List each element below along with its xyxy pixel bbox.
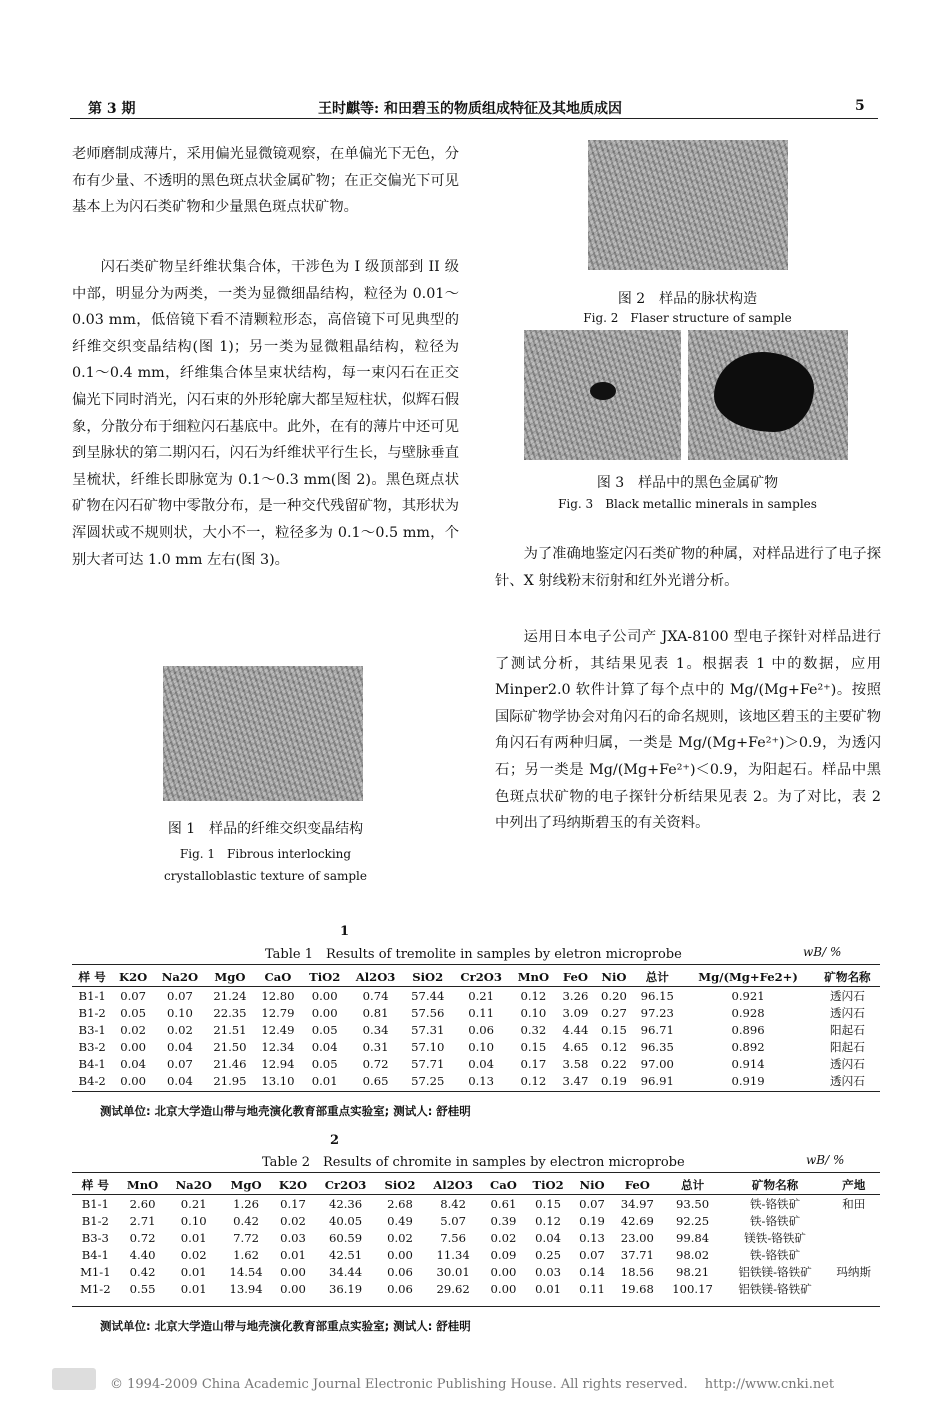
table-cell: 3.58 — [562, 1056, 589, 1071]
table-cell: 29.62 — [436, 1281, 470, 1296]
table-cell: 0.01 — [280, 1247, 306, 1262]
table-cell: 4.44 — [562, 1022, 589, 1037]
left-paragraph-1: 老师磨制成薄片，采用偏光显微镜观察，在单偏光下无色，分布有少量、不透明的黑色斑点状金属矿物；在正交偏光下可见基本上为闪石类矿物和少量黑色斑点状矿物。 — [72, 146, 459, 216]
table-cell: 57.25 — [411, 1073, 445, 1088]
table-cell: B4-1 — [78, 1056, 106, 1071]
table-cell: 8.42 — [440, 1196, 467, 1211]
copyright-footer: © 1994-2009 China Academic Journal Electronic Publishing House. All rights reserved. http://www.cnki.net — [110, 1377, 835, 1392]
table-cell: 96.35 — [640, 1039, 674, 1054]
figure-1-caption-en-line1: Fig. 1 Fibrous interlocking — [179, 847, 352, 861]
table-cell: 0.00 — [311, 988, 338, 1003]
table-cell: 3.09 — [562, 1005, 589, 1020]
table-2-unit: wB/ % — [806, 1153, 845, 1167]
table-cell: 98.02 — [675, 1247, 710, 1262]
table-cell: 21.51 — [213, 1022, 247, 1037]
table-cell: 0.19 — [579, 1213, 605, 1228]
table1-header-cell: Al2O3 — [347, 968, 403, 987]
table-cell: 0.896 — [731, 1022, 765, 1037]
table2-header-cell: MnO — [119, 1176, 167, 1195]
table-cell: 57.44 — [411, 988, 445, 1003]
table-cell: 0.04 — [535, 1230, 561, 1245]
figure-1-image — [163, 666, 363, 801]
table1-header-cell: K2O — [112, 968, 154, 987]
left-paragraph-2: 闪石类矿物呈纤维状集合体，干涉色为 I 级顶部到 II 级中部，明显分为两类，一类为显微细晶结构，粒径为 0.01～0.03 mm，低倍镜下看不清颗粒形态，高倍镜下可见典型的纤维交织变晶结构(图 1)；另一类为显微粗晶结构，粒径为 0.1～0.4 mm，纤维集合体呈束状结构，每一束闪石在正交偏光下同时消光，闪石束的外形轮廓大都呈短柱状，似辉石假象，分散分布于细粒闪石基底中。此外，在有的薄片中还可见到呈脉状的第二期闪石，闪石为纤维状平行生长，与壁脉垂直呈梳状，纤维长即脉宽为 0.1～0.3 mm(图 2)。黑色斑点状矿物在闪石矿物中零散分布，是一种交代残留矿物，其形状为浑圆状或不规则状，大小不一，粒径多为 0.1～0.5 mm，个别大者可达 1.0 mm 左右(图 3)。 — [72, 259, 459, 568]
table-cell: 0.07 — [120, 988, 147, 1003]
table-cell: 21.95 — [213, 1073, 247, 1088]
table-cell: 0.00 — [490, 1281, 517, 1296]
table-cell: 0.14 — [579, 1264, 605, 1279]
table-cell: 0.01 — [180, 1281, 207, 1296]
table2-header-cell: Na2O — [167, 1176, 221, 1195]
table-cell: 12.80 — [261, 988, 295, 1003]
table-cell: 18.56 — [620, 1264, 654, 1279]
table-cell: 0.07 — [167, 988, 193, 1003]
table-cell — [827, 1280, 880, 1297]
table-cell: 19.68 — [620, 1281, 654, 1296]
table-cell: 铁-铬铁矿 — [749, 1196, 801, 1211]
table-row — [72, 1021, 880, 1038]
table1-header-cell: 样 号 — [72, 968, 112, 987]
header-rule — [70, 118, 878, 119]
table-cell: 0.11 — [468, 1005, 495, 1020]
table-row — [72, 1038, 880, 1055]
table-row — [72, 1072, 880, 1089]
table-cell: 21.50 — [213, 1039, 247, 1054]
table-cell: 透闪石 — [830, 988, 865, 1003]
table1-header-cell: FeO — [556, 968, 595, 987]
table-cell: 0.27 — [601, 1005, 627, 1020]
table-cell: 97.00 — [640, 1056, 674, 1071]
table-cell: 玛纳斯 — [836, 1264, 872, 1279]
table-cell: 3.26 — [562, 988, 589, 1003]
table-cell: 96.91 — [640, 1073, 674, 1088]
table-cell: 21.24 — [213, 988, 247, 1003]
table1-header-cell: TiO2 — [302, 968, 347, 987]
table-cell: 铝铁镁-铬铁矿 — [738, 1281, 812, 1296]
table-row — [72, 1212, 880, 1229]
table-cell: 93.50 — [675, 1196, 710, 1211]
table-cell: 2.60 — [129, 1196, 156, 1211]
table-cell: 97.23 — [640, 1005, 674, 1020]
table-cell: 0.49 — [387, 1213, 413, 1228]
figure-3-image-right — [688, 330, 848, 460]
table-1-number: 1 — [340, 924, 350, 939]
table-cell: 0.02 — [167, 1022, 193, 1037]
table1-header-cell: NiO — [595, 968, 634, 987]
table-cell: 57.10 — [411, 1039, 445, 1054]
figure-3-caption-en: Fig. 3 Black metallic minerals in samples — [558, 497, 817, 511]
table-1-note: 测试单位: 北京大学造山带与地壳演化教育部重点实验室; 测试人: 舒桂明 — [100, 1104, 471, 1118]
table-cell: 0.00 — [490, 1264, 517, 1279]
table-cell: 40.05 — [328, 1213, 363, 1228]
table-cell: 12.79 — [261, 1005, 295, 1020]
table-cell: 0.21 — [468, 988, 495, 1003]
table-cell: 34.97 — [620, 1196, 654, 1211]
table-cell: 0.31 — [362, 1039, 389, 1054]
table-cell: 60.59 — [328, 1230, 363, 1245]
table-cell: 5.07 — [440, 1213, 467, 1228]
table-cell: 0.12 — [520, 988, 547, 1003]
table-cell: 0.00 — [311, 1005, 338, 1020]
table-cell: B3-1 — [78, 1022, 106, 1037]
table-cell: 12.34 — [261, 1039, 295, 1054]
table1-header-cell: CaO — [254, 968, 302, 987]
table-cell: 98.21 — [675, 1264, 710, 1279]
table-cell: 22.35 — [213, 1005, 247, 1020]
table-cell: 42.51 — [328, 1247, 363, 1262]
right-paragraph-1: 为了准确地鉴定闪石类矿物的种属，对样品进行了电子探针、X 射线粉末衍射和红外光谱分析。 — [495, 546, 882, 589]
table-cell: 铝铁镁-铬铁矿 — [738, 1264, 812, 1279]
table-cell: 12.94 — [261, 1056, 295, 1071]
table-cell: 阳起石 — [830, 1022, 865, 1037]
table-cell: 0.00 — [120, 1039, 147, 1054]
table2-header-cell: TiO2 — [524, 1176, 572, 1195]
table-cell: 0.74 — [362, 988, 389, 1003]
table-cell: 0.00 — [280, 1281, 306, 1296]
issue-number: 第 3 期 — [88, 101, 136, 117]
table-cell: 0.17 — [520, 1056, 547, 1071]
table-row — [72, 1229, 880, 1246]
cnki-logo — [52, 1368, 96, 1390]
table-cell: 0.15 — [520, 1039, 547, 1054]
table-cell: 0.72 — [129, 1230, 156, 1245]
table-cell: 0.06 — [387, 1264, 413, 1279]
table-cell: 镁铁-铬铁矿 — [744, 1230, 807, 1245]
table-cell: 0.05 — [311, 1056, 338, 1071]
table-cell: 0.04 — [311, 1039, 338, 1054]
table-cell: 13.10 — [261, 1073, 295, 1088]
table-cell: B4-1 — [81, 1247, 109, 1262]
table-cell: 铁-铬铁矿 — [749, 1247, 801, 1262]
table-cell — [827, 1246, 880, 1263]
table-cell: 0.01 — [180, 1264, 207, 1279]
table-cell: 0.05 — [311, 1022, 338, 1037]
table-2 — [72, 1176, 880, 1297]
running-title: 王时麒等: 和田碧玉的物质组成特征及其地质成因 — [318, 101, 623, 117]
table1-header-cell: Mg/(Mg+Fe2+) — [681, 968, 815, 987]
table-cell: 0.04 — [167, 1073, 193, 1088]
table-cell: 0.02 — [490, 1230, 517, 1245]
table-2-bottom-rule — [72, 1306, 880, 1307]
table-cell: 0.65 — [362, 1073, 389, 1088]
figure-1-caption-en-line2: crystalloblastic texture of sample — [164, 869, 367, 883]
table-cell: 37.71 — [620, 1247, 654, 1262]
figure-1-caption-cn: 图 1 样品的纤维交织变晶结构 — [167, 821, 364, 837]
table2-header-cell: FeO — [612, 1176, 662, 1195]
table-cell: 0.81 — [362, 1005, 389, 1020]
table1-header-cell: Na2O — [154, 968, 206, 987]
table-cell: M1-1 — [80, 1264, 111, 1279]
table-row — [72, 1246, 880, 1263]
table-cell: 0.13 — [579, 1230, 605, 1245]
figure-2-image — [588, 140, 788, 270]
table-cell: 0.42 — [233, 1213, 259, 1228]
table-cell: 和田 — [842, 1196, 866, 1211]
table-cell: 铁-铬铁矿 — [749, 1213, 801, 1228]
table-cell: 0.32 — [520, 1022, 547, 1037]
table-cell: 92.25 — [675, 1213, 710, 1228]
table-cell — [827, 1212, 880, 1229]
figure-2-caption-cn: 图 2 样品的脉状构造 — [617, 291, 758, 307]
table-cell: 14.54 — [229, 1264, 263, 1279]
table2-header-cell: K2O — [271, 1176, 315, 1195]
table-cell: 1.62 — [233, 1247, 259, 1262]
table-cell: 42.36 — [328, 1196, 363, 1211]
table-cell: 0.09 — [490, 1247, 517, 1262]
page-number: 5 — [855, 98, 865, 114]
table2-header-cell: 总计 — [662, 1176, 722, 1195]
table-2-title: Table 2 Results of chromite in samples by electron microprobe — [262, 1155, 685, 1170]
table-cell: 1.26 — [233, 1196, 259, 1211]
table-cell: 0.06 — [468, 1022, 495, 1037]
table2-header-cell: 样 号 — [72, 1176, 119, 1195]
table-cell: B1-1 — [78, 988, 106, 1003]
table2-header-cell: 矿物名称 — [723, 1176, 828, 1195]
table-cell: 透闪石 — [830, 1005, 865, 1020]
table-cell: 0.01 — [535, 1281, 561, 1296]
table-1-bottom-rule — [72, 1091, 880, 1092]
table1-header-cell: SiO2 — [404, 968, 452, 987]
table-cell: 57.71 — [411, 1056, 445, 1071]
table-cell: 7.56 — [440, 1230, 467, 1245]
table-cell: 0.00 — [120, 1073, 147, 1088]
table-cell: 0.919 — [731, 1073, 765, 1088]
table1-header-cell: 矿物名称 — [815, 968, 880, 987]
table1-header-cell: MgO — [206, 968, 254, 987]
table-2-note: 测试单位: 北京大学造山带与地壳演化教育部重点实验室; 测试人: 舒桂明 — [100, 1319, 471, 1333]
table-cell: 阳起石 — [830, 1039, 865, 1054]
table-cell: 13.94 — [229, 1281, 263, 1296]
table-cell: 2.71 — [129, 1213, 156, 1228]
table-cell: 0.12 — [520, 1073, 547, 1088]
table-cell: 0.12 — [601, 1039, 627, 1054]
right-paragraph-2: 运用日本电子公司产 JXA-8100 型电子探针对样品进行了测试分析，其结果见表 1。根据表 1 中的数据，应用 Minper2.0 软件计算了每个点中的 Mg/(Mg+Fe²⁺)。按照国际矿物学协会对角闪石的命名规则，该地区碧玉的主要矿物角闪石有两种归属，一类是 Mg/(Mg+Fe²⁺)＞0.9，为透闪石；另一类是 Mg/(Mg+Fe²⁺)＜0.9，为阳起石。样品中黑色斑点状矿物的电子探针分析结果见表 2。为了对比，表 2 中列出了玛纳斯碧玉的有关资料。 — [495, 629, 882, 832]
table-cell: 21.46 — [213, 1056, 247, 1071]
table2-header-cell: 产地 — [827, 1176, 880, 1195]
table-cell: 0.10 — [180, 1213, 207, 1228]
figure-2-caption-en: Fig. 2 Flaser structure of sample — [583, 311, 792, 325]
table-cell: M1-2 — [80, 1281, 111, 1296]
table-row — [72, 1195, 880, 1213]
table-cell: 0.02 — [120, 1022, 147, 1037]
table-cell: 0.61 — [490, 1196, 517, 1211]
table-cell: 0.42 — [129, 1264, 156, 1279]
table-cell: 0.00 — [387, 1247, 413, 1262]
table-cell: 0.39 — [490, 1213, 517, 1228]
table-cell: 100.17 — [672, 1281, 713, 1296]
table-cell: B4-2 — [78, 1073, 106, 1088]
table-cell: 0.25 — [535, 1247, 561, 1262]
table-cell: 0.12 — [535, 1213, 561, 1228]
table1-header-cell: 总计 — [633, 968, 681, 987]
table-cell: 0.02 — [387, 1230, 413, 1245]
table-cell: 4.40 — [129, 1247, 156, 1262]
table-2-number: 2 — [330, 1133, 340, 1148]
table-row — [72, 1280, 880, 1297]
table-cell: 0.10 — [167, 1005, 193, 1020]
table-cell: 96.15 — [640, 988, 674, 1003]
table-cell — [827, 1229, 880, 1246]
table-cell: 0.02 — [280, 1213, 306, 1228]
table-cell: 0.03 — [280, 1230, 306, 1245]
table-cell: 0.15 — [535, 1196, 561, 1211]
table-1-title: Table 1 Results of tremolite in samples by eletron microprobe — [265, 947, 682, 962]
table-cell: 透闪石 — [830, 1056, 865, 1071]
table-cell: 0.02 — [180, 1247, 207, 1262]
table-cell: 0.19 — [601, 1073, 627, 1088]
table-2-top-rule — [72, 1172, 880, 1173]
table-cell: 0.13 — [468, 1073, 495, 1088]
table-cell: 36.19 — [328, 1281, 363, 1296]
table-row — [72, 987, 880, 1005]
table-cell: 0.10 — [520, 1005, 547, 1020]
table2-header-cell: SiO2 — [376, 1176, 423, 1195]
table-cell: 0.34 — [362, 1022, 389, 1037]
table-cell: B3-2 — [78, 1039, 106, 1054]
table-cell: 0.21 — [180, 1196, 207, 1211]
table-cell: 12.49 — [261, 1022, 295, 1037]
table-cell: B3-3 — [81, 1230, 109, 1245]
table-cell: 3.47 — [562, 1073, 589, 1088]
table-cell: 23.00 — [620, 1230, 654, 1245]
table-cell: 30.01 — [436, 1264, 470, 1279]
table-cell: 0.928 — [731, 1005, 765, 1020]
table2-header-cell: MgO — [221, 1176, 271, 1195]
table-cell: 0.04 — [468, 1056, 495, 1071]
table-cell: 0.07 — [579, 1196, 605, 1211]
table-1-top-rule — [72, 964, 880, 965]
table-cell: 0.05 — [120, 1005, 147, 1020]
table-cell: 0.01 — [311, 1073, 338, 1088]
table-1-unit: wB/ % — [803, 945, 842, 959]
figure-3-caption-cn: 图 3 样品中的黑色金属矿物 — [596, 475, 779, 491]
table-cell: 0.04 — [167, 1039, 193, 1054]
table2-header-cell: CaO — [483, 1176, 525, 1195]
table-cell: 34.44 — [328, 1264, 363, 1279]
table-cell: 2.68 — [387, 1196, 413, 1211]
table-cell: 0.07 — [579, 1247, 605, 1262]
table-cell: 0.55 — [129, 1281, 156, 1296]
table-cell: B1-2 — [81, 1213, 109, 1228]
table2-header-cell: Al2O3 — [424, 1176, 483, 1195]
table-cell: 0.11 — [579, 1281, 605, 1296]
table-cell: 0.892 — [731, 1039, 765, 1054]
table-cell: 0.06 — [387, 1281, 413, 1296]
table-cell: 4.65 — [562, 1039, 589, 1054]
table-cell: 0.22 — [601, 1056, 627, 1071]
table-cell: 0.20 — [601, 988, 627, 1003]
table-cell: 0.921 — [731, 988, 765, 1003]
table-cell: 0.914 — [731, 1056, 765, 1071]
table-cell: 0.72 — [362, 1056, 389, 1071]
black-mineral-grain-large — [714, 352, 814, 432]
table2-header-cell: Cr2O3 — [315, 1176, 377, 1195]
black-mineral-grain-small — [590, 382, 616, 400]
table-cell: 96.71 — [640, 1022, 674, 1037]
table-cell: 0.07 — [167, 1056, 193, 1071]
table-cell: B1-2 — [78, 1005, 106, 1020]
table-cell: 42.69 — [620, 1213, 654, 1228]
table-cell: 0.10 — [468, 1039, 495, 1054]
table-cell: 0.17 — [280, 1196, 306, 1211]
table-cell: 99.84 — [675, 1230, 710, 1245]
table-cell: 0.04 — [120, 1056, 147, 1071]
table-cell: 0.01 — [180, 1230, 207, 1245]
table-row — [72, 1263, 880, 1280]
table-cell: B1-1 — [81, 1196, 109, 1211]
table-cell: 透闪石 — [830, 1073, 865, 1088]
table-cell: 57.56 — [411, 1005, 445, 1020]
figure-3-image-left — [524, 330, 681, 460]
table-cell: 57.31 — [411, 1022, 445, 1037]
table-cell: 0.15 — [601, 1022, 627, 1037]
table1-header-cell: MnO — [511, 968, 557, 987]
table-cell: 0.03 — [535, 1264, 561, 1279]
table-1 — [72, 968, 880, 1089]
table1-header-cell: Cr2O3 — [452, 968, 511, 987]
table-row — [72, 1055, 880, 1072]
table-cell: 0.00 — [280, 1264, 306, 1279]
table-row — [72, 1004, 880, 1021]
table-cell: 11.34 — [436, 1247, 470, 1262]
table-cell: 7.72 — [233, 1230, 259, 1245]
table2-header-cell: NiO — [572, 1176, 612, 1195]
